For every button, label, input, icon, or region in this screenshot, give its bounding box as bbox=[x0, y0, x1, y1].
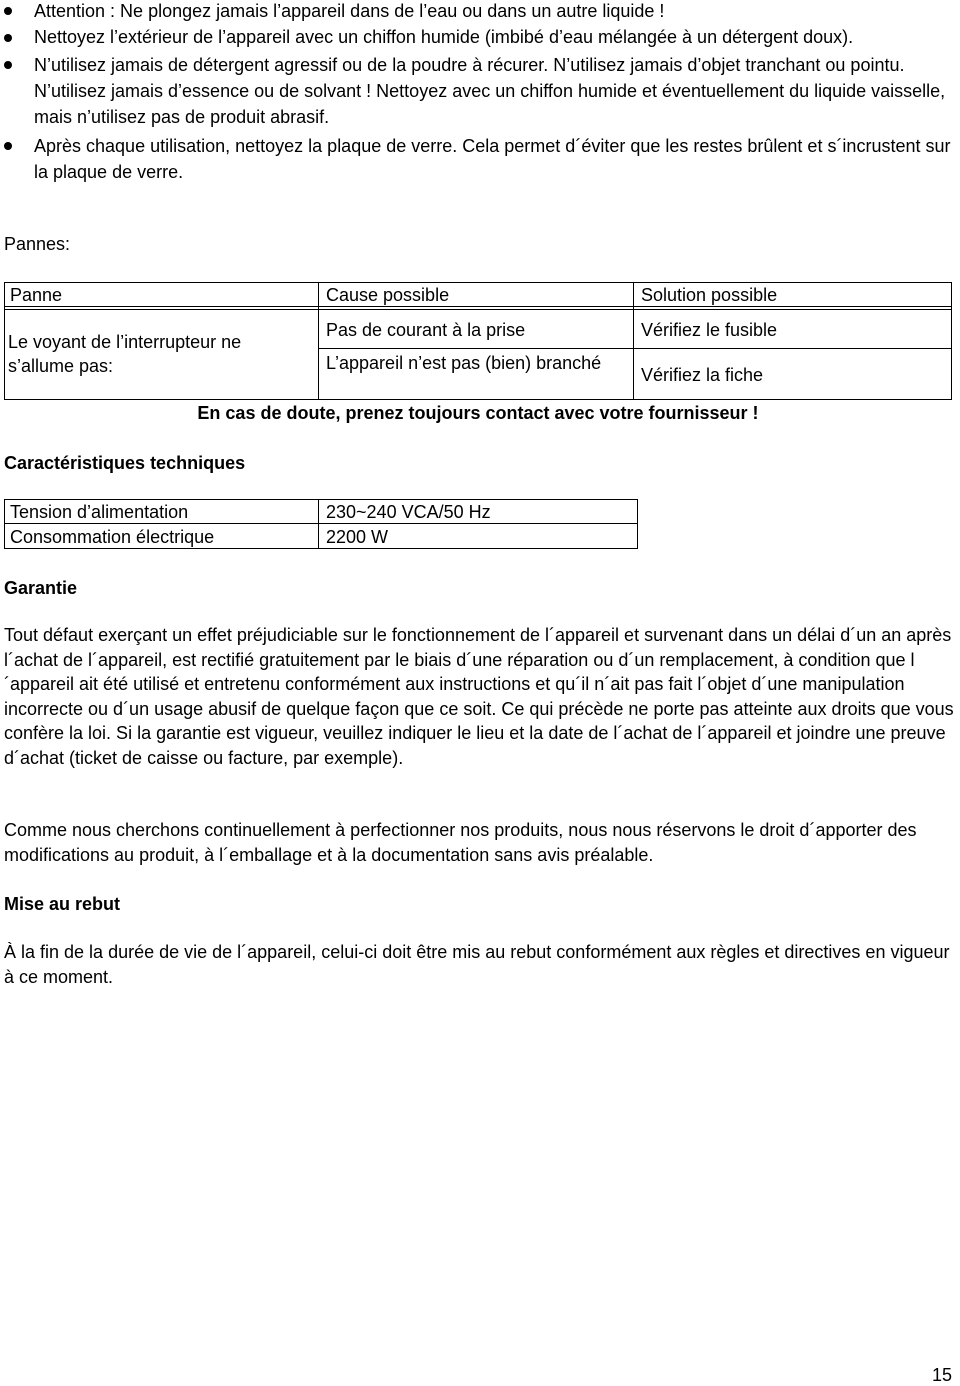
bullet-dot-icon bbox=[4, 61, 12, 69]
table-border bbox=[4, 309, 952, 310]
table-border bbox=[4, 282, 952, 283]
table-border bbox=[4, 523, 638, 524]
table-border bbox=[318, 282, 319, 399]
table-border bbox=[318, 499, 319, 549]
garantie-paragraph: Comme nous cherchons continuellement à perfectionner nos produits, nous nous réservons le droit d´apporter des modifications au produit, à l´emballage et à la documentation sans avis préalable. bbox=[4, 820, 917, 865]
page-number: 15 bbox=[931, 1365, 952, 1385]
table-border bbox=[4, 548, 638, 549]
bullet-text: Après chaque utilisation, nettoyez la plaque de verre. Cela permet d´éviter que les restes brûlent et s´incrustent sur la plaque de verre. bbox=[34, 136, 951, 182]
bullet-item bbox=[0, 52, 960, 130]
support-note: En cas de doute, prenez toujours contact avec votre fournisseur ! bbox=[197, 403, 759, 423]
cause-cell: Pas de courant à la prise bbox=[326, 320, 526, 340]
solution-cell: Vérifiez la fiche bbox=[641, 365, 764, 385]
bullet-dot-icon bbox=[4, 7, 12, 15]
table-border bbox=[318, 348, 952, 349]
table-border bbox=[951, 282, 952, 399]
bullet-text: N’utilisez jamais de détergent agressif ou de la poudre à récurer. N’utilisez jamais d’objet tranchant ou pointu. N’utilisez jamais d’essence ou de solvant ! Nettoyez avec un chiffon humide et éventuellement du liquide vaisselle, mais n’utilisez pas de produit abrasif. bbox=[34, 55, 946, 127]
spec-value: 230~240 VCA/50 Hz bbox=[326, 502, 491, 522]
header-solution: Solution possible bbox=[641, 285, 778, 305]
bullet-text: Attention : Ne plongez jamais l’appareil dans de l’eau ou dans un autre liquide ! bbox=[34, 1, 665, 21]
table-border bbox=[633, 282, 634, 399]
spec-value: 2200 W bbox=[326, 527, 389, 547]
table-border bbox=[4, 499, 5, 549]
header-cause: Cause possible bbox=[326, 285, 450, 305]
table-border bbox=[4, 282, 5, 399]
specs-heading: Caractéristiques techniques bbox=[4, 453, 246, 473]
rebut-paragraph: À la fin de la durée de vie de l´appareil, celui-ci doit être mis au rebut conformément aux règles et directives en vigueur à ce moment. bbox=[4, 942, 950, 987]
panne-description: Le voyant de l’interrupteur ne s’allume pas: bbox=[8, 332, 242, 376]
bullet-item bbox=[0, 25, 960, 49]
bullet-item bbox=[0, 0, 960, 24]
table-border bbox=[4, 499, 638, 500]
bullet-item bbox=[0, 133, 960, 185]
spec-label: Consommation électrique bbox=[10, 527, 215, 547]
rebut-heading: Mise au rebut bbox=[4, 894, 121, 914]
table-border bbox=[637, 499, 638, 549]
garantie-paragraph: Tout défaut exerçant un effet préjudiciable sur le fonctionnement de l´appareil et survenant dans un délai d´un an après l´achat de l´appareil, est rectifié gratuitement par le biais d´une réparation ou d´un remplacement, à condition que l´appareil ait été utilisé et entretenu conformément aux instructions et qu´il n´ait pas fait l´objet d´une manipulation incorrecte ou d´un usage abusif de quelque façon que ce soit. Ce qui précède ne porte pas atteinte aux droits que vous confère la loi. Si la garantie est vigueur, veuillez indiquer le lieu et la date de l´achat de l´appareil et joindre une preuve d´achat (ticket de caisse ou facture, par exemple). bbox=[4, 625, 954, 768]
cause-cell: L’appareil n’est pas (bien) branché bbox=[326, 353, 602, 373]
cleaning-instructions-list bbox=[0, 0, 960, 185]
header-panne: Panne bbox=[10, 285, 63, 305]
solution-cell: Vérifiez le fusible bbox=[641, 320, 778, 340]
spec-label: Tension d’alimentation bbox=[10, 502, 189, 522]
bullet-text: Nettoyez l’extérieur de l’appareil avec un chiffon humide (imbibé d’eau mélangée à un détergent doux). bbox=[34, 27, 854, 47]
bullet-dot-icon bbox=[4, 142, 12, 150]
bullet-dot-icon bbox=[4, 34, 12, 42]
pannes-heading: Pannes: bbox=[4, 234, 71, 254]
garantie-heading: Garantie bbox=[4, 578, 78, 598]
table-border bbox=[4, 306, 952, 307]
table-border bbox=[4, 399, 952, 400]
